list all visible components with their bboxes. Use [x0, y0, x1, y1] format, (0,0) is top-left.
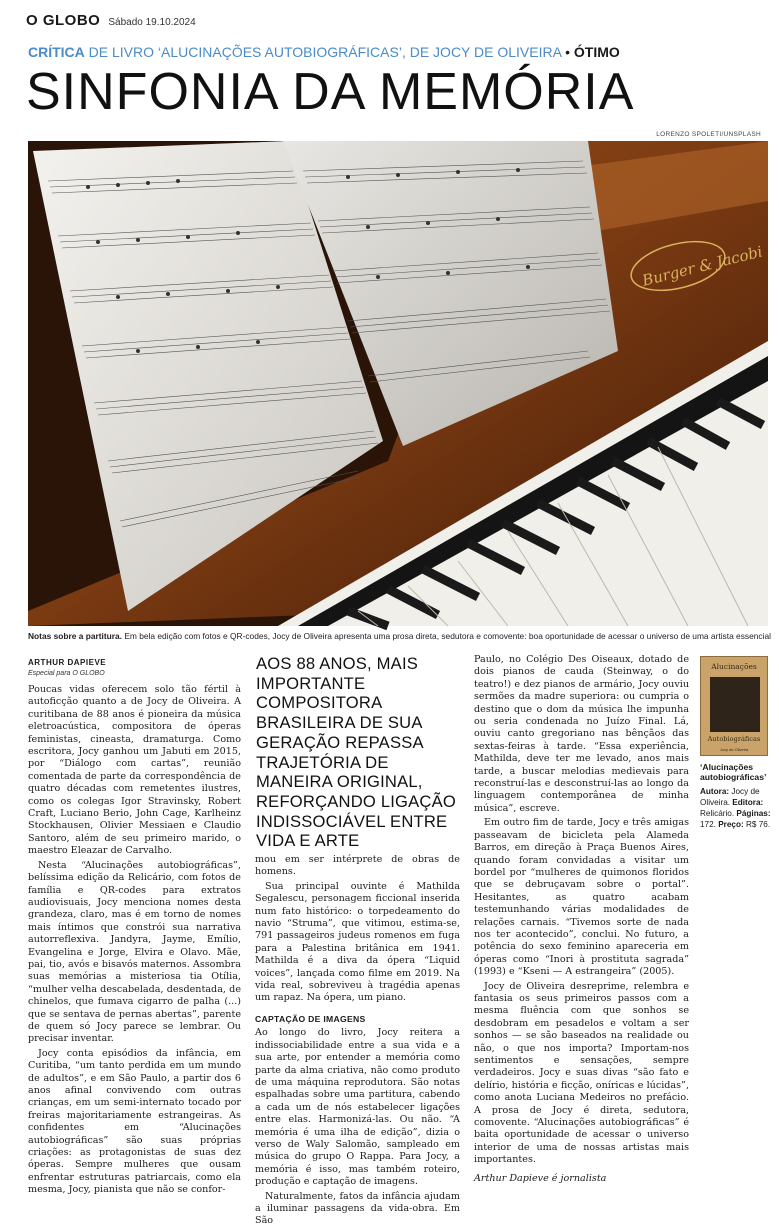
section-kicker — [28, 44, 620, 60]
article-column-3 — [474, 654, 689, 1187]
byline-role: Especial para O GLOBO — [28, 670, 105, 677]
publisher-value: Relicário. — [700, 809, 735, 818]
kicker-section-rest: DE LIVRO — [84, 44, 158, 60]
masthead — [26, 12, 196, 34]
article-column-2 — [255, 854, 460, 1230]
cover-title-bottom: Autobiográficas — [707, 735, 761, 743]
kicker-section: CRÍTICA — [28, 44, 85, 60]
paragraph: Em outro fim de tarde, Jocy e três amigas passeavam de bicicleta pela Alameda Barros, em direção à Praça Buenos Aires, quando foram convidadas a visitar um bordel por “mulheres de quimonos floridos que se debruçavam sobre o portal”. Hesitantes, as quatro acabam testemunhando várias modalidades de relações carnais. “Tivemos sorte de nada nos ter acontecido”, conclui. No futuro, a potência do sexo feminino apareceria em óperas como “Inori à prostituta sagrada” (1993) e “Kseni — A estrangeira” (2005). — [474, 817, 689, 978]
cover-author: Jocy de Oliveira — [719, 747, 749, 752]
paragraph: Nesta “Alucinações autobiográficas”, belíssima edição da Relicário, com fotos de família e QR-codes para extratos audiovisuais, Jocy menciona nomes desta grandeza, claro, mas é em torno de nomes mais íntimos que constrói sua narrativa autorreflexiva. Jandyra, Jayme, Emílio, Evangelina e Jorge, Elvira e Olavo. Mãe, pai, tio, avós e bisavós maternos. Assombra suas memórias a misteriosa tia Otília, “mulher velha descabelada, desdentada, de chinelos, que fumava cigarro de palha (...) que se sentava de pernas abertas”, parente de quem só Jocy parece se lembrar. Ou precisar inventar. — [28, 859, 241, 1045]
cover-photo — [710, 677, 760, 732]
cover-title-top: Alucinações — [711, 662, 757, 671]
paragraph: Sua principal ouvinte é Mathilda Segalescu, personagem ficcional inserida num fato histórico: o torpedeamento do navio “Struma”, que vitimou, estima-se, 791 passageiros judeus romenos em fuga para a Palestina britânica em 1941. Mathilda é a diva da ópera “Liquid voices”, lançada como filme em 2019. Na vida real, sobreviveu à tragédia apenas um rapaz. Na ópera, um piano. — [255, 880, 460, 1004]
paragraph: mou em ser intérprete de obras de homens. — [255, 854, 460, 878]
photo-credit: LORENZO SPOLETI/UNSPLASH — [656, 131, 761, 138]
author-label: Autora: — [700, 787, 730, 796]
paragraph: Naturalmente, fatos da infância ajudam a iluminar passagens da vida-obra. Em São — [255, 1190, 460, 1227]
paragraph: Jocy conta episódios da infância, em Curitiba, “um tanto perdida em um mundo de adultos”, e em São Paulo, a partir dos 6 anos afinal convivendo com outras crianças, em um semi-internato tocado por freiras majoritariamente estrangeiras. As confidentes em “Alucinações autobiográficas” são suas próprias criações: as protagonistas de suas dez óperas. Sempre mulheres que ousam enfrentar estruturas patriarcais, como ela mesma, Jocy, pianista que não se confor- — [28, 1047, 241, 1196]
paragraph: Jocy de Oliveira desreprime, relembra e fantasia os seus primeiros passos com a mesma fluência com que sonhos se desdobram em pesadelos e voltam a ser sonhos — se são baseados na realidade ou não, o que nos importa? Importam-nos sentimentos e sensações, sempre verdadeiros. Jocy e suas divas “são fato e delírio, história e ficção, oníricas e lúcidas”, como anota Luciana Medeiros no prefácio. A prosa de Jocy é direta, sedutora, comovente. “Alucinações autobiográficas” é baita oportunidade de acessar o universo interior de uma de nossas artistas mais importantes. — [474, 980, 689, 1166]
pages-label: Páginas: — [734, 809, 771, 818]
pull-quote: AOS 88 ANOS, MAIS IMPORTANTE COMPOSITORA BRASILEIRA DE SUA GERAÇÃO REPASSA TRAJETÓRIA DE MANEIRA ORIGINAL, REFORÇANDO LIGAÇÃO INDISSOCIÁVEL ENTRE VIDA E ARTE — [256, 654, 456, 851]
price-value: R$ 76. — [743, 820, 771, 829]
piano-brand-text: Burger & Jacobi — [640, 242, 765, 290]
lead-photo — [28, 141, 768, 626]
section-subhead: CAPTAÇÃO DE IMAGENS — [255, 1013, 366, 1024]
photo-caption — [28, 631, 771, 641]
pages-value: 172. — [700, 820, 716, 829]
byline-author: ARTHUR DAPIEVE — [28, 658, 107, 667]
article-column-1 — [28, 684, 241, 1199]
review-rating: ÓTIMO — [573, 44, 620, 60]
paragraph: Ao longo do livro, Jocy reitera a indissociabilidade entre a sua vida e a sua arte, por entender a memória como parte da alma criativa, não como produto de uma máquina reprodutora. São notas espalhadas sobre uma partitura, cabendo a cada um de nós estabelecer ligações entre elas. Harmonizá-las. Ou não. “A memória é uma ilha de edição”, dizia o verso de Waly Salomão, sampleado em música do grupo O Rappa. Para Jocy, a memória é isso, mas também roteiro, produção e captação de imagens. — [255, 1027, 460, 1188]
caption-lead: Notas sobre a partitura. — [28, 631, 123, 641]
newspaper-logo: O GLOBO — [26, 12, 101, 29]
piano-sheet-music-image — [28, 141, 768, 626]
paragraph: Paulo, no Colégio Des Oiseaux, dotado de dois pianos de cauda (Steinway, o do teatro!) e dez pianos de armário, Jocy ouviu sermões da madre superiora: ou cumpria o destino que o dom da música lhe impunha ou seria condenada no Juízo Final. Lá, ouviu canto gregoriano nas bênçãos das sextas-feiras à tarde. “Essa experiência, Mathilda, deve ter me levado, anos mais tarde, a buscar melodias medievais para reconstruí-las e desconstruí-las ao longo da linguagem contemporânea de minha música”, escreve. — [474, 654, 689, 814]
publisher-label: Editora: — [730, 798, 764, 807]
author-signature: Arthur Dapieve é jornalista — [474, 1172, 607, 1184]
headline: SINFONIA DA MEMÓRIA — [26, 63, 635, 121]
author-value: Jocy de Oliveira. — [700, 787, 760, 807]
caption-text: Em bela edição com fotos e QR-codes, Jocy de Oliveira apresenta uma prosa direta, sedutora e comovente: boa oportunidade de acessar o universo de uma artista essencial — [122, 631, 771, 641]
price-label: Preço: — [715, 820, 744, 829]
book-title: ‘Alucinações autobiográficas’ — [700, 762, 767, 782]
book-cover — [700, 656, 768, 756]
kicker-subject: ‘ALUCINAÇÕES AUTOBIOGRÁFICAS’, DE JOCY DE OLIVEIRA — [157, 44, 562, 60]
book-details — [700, 786, 772, 830]
book-info-box — [700, 656, 772, 830]
kicker-separator: • — [561, 44, 574, 60]
edition-date: Sábado 19.10.2024 — [108, 17, 196, 28]
paragraph: Poucas vidas oferecem solo tão fértil à autoficção quanto a de Jocy de Oliveira. A curitibana de 88 anos é pioneira da música eletroacústica, compositora de óperas feministas, cineasta, dramaturga. Como escritora, Jocy ganhou um Jabuti em 2015, por “Diálogo com cartas”, reunião comentada de parte da correspondência de quatro décadas com remetentes ilustres, como os colegas Igor Stravinsky, Robert Craft, Luciano Berio, John Cage, Karlheinz Stockhausen, Olivier Messiaen e Claudio Santoro, além de seu primeiro marido, o maestro Eleazar de Carvalho. — [28, 684, 241, 857]
